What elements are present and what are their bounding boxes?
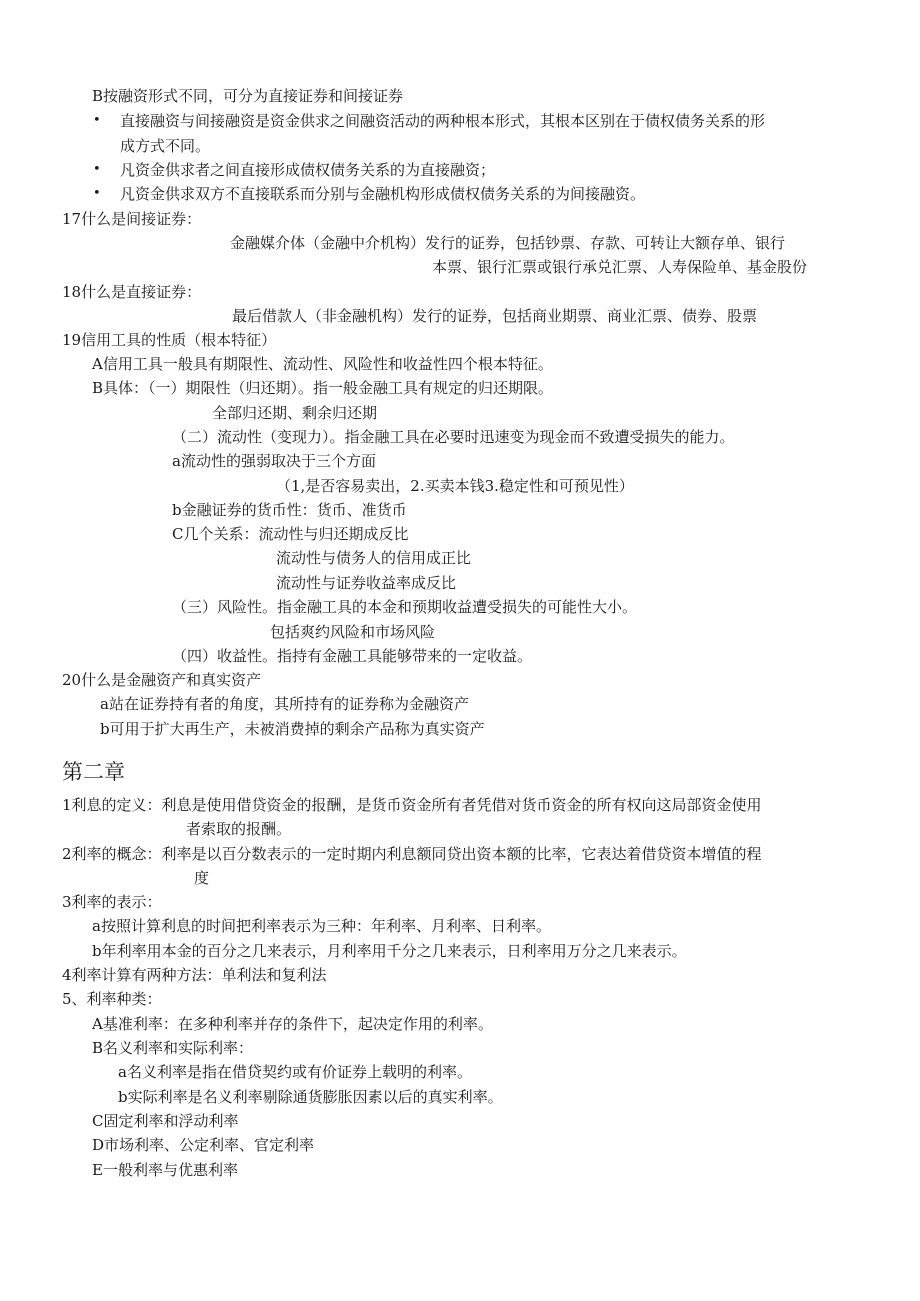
text-line: D市场利率、公定利率、官定利率 bbox=[92, 1136, 315, 1154]
section-heading: 5、利率种类： bbox=[62, 990, 162, 1008]
section-heading: 20什么是金融资产和真实资产 bbox=[62, 671, 262, 689]
text-line: 1利息的定义：利息是使用借贷资金的报酬，是货币资金所有者凭借对货币资金的所有权向这局部资金使用 bbox=[62, 796, 762, 814]
bullet-icon: • bbox=[93, 113, 101, 128]
text-line: B名义利率和实际利率： bbox=[92, 1039, 254, 1057]
text-line: 凡资金供求双方不直接联系而分别与金融机构形成债权债务关系的为间接融资。 bbox=[120, 185, 646, 203]
text-line: b实际利率是名义利率剔除通货膨胀因素以后的真实利率。 bbox=[118, 1088, 503, 1106]
text-line: a名义利率是指在借贷契约或有价证券上载明的利率。 bbox=[118, 1063, 472, 1081]
section-heading: 4利率计算有两种方法：单利法和复利法 bbox=[62, 966, 327, 984]
text-line: b金融证券的货币性：货币、准货币 bbox=[172, 501, 407, 519]
section-heading: 17什么是间接证券： bbox=[62, 210, 202, 228]
text-line: B具体：（一）期限性（归还期）。指一般金融工具有规定的归还期限。 bbox=[92, 379, 554, 397]
text-line: 流动性与债务人的信用成正比 bbox=[276, 549, 472, 567]
text-line: 全部归还期、剩余归还期 bbox=[212, 404, 378, 422]
text-line: 者索取的报酬。 bbox=[186, 820, 292, 838]
text-line: 流动性与证券收益率成反比 bbox=[276, 574, 457, 592]
section-heading: 3利率的表示： bbox=[62, 893, 162, 911]
text-line: b可用于扩大再生产，未被消费掉的剩余产品称为真实资产 bbox=[100, 720, 485, 738]
text-line: 凡资金供求者之间直接形成债权债务关系的为直接融资； bbox=[120, 161, 496, 179]
text-line: 金融媒介体（金融中介机构）发行的证券，包括钞票、存款、可转让大额存单、银行 bbox=[230, 234, 786, 252]
text-line: 直接融资与间接融资是资金供求之间融资活动的两种根本形式，其根本区别在于债权债务关系的形 bbox=[120, 112, 766, 130]
text-line: a站在证券持有者的角度，其所持有的证券称为金融资产 bbox=[100, 695, 469, 713]
text-line: C固定利率和浮动利率 bbox=[92, 1112, 239, 1130]
text-line: （二）流动性（变现力）。指金融工具在必要时迅速变为现金而不致遭受损失的能力。 bbox=[172, 428, 735, 446]
text-line: 成方式不同。 bbox=[120, 137, 211, 155]
text-line: C几个关系：流动性与归还期成反比 bbox=[172, 525, 409, 543]
text-line: A基准利率：在多种利率并存的条件下，起决定作用的利率。 bbox=[92, 1015, 493, 1033]
section-heading: 19信用工具的性质（根本特征） bbox=[62, 331, 277, 349]
bullet-icon: • bbox=[93, 162, 101, 177]
section-heading: 18什么是直接证券： bbox=[62, 283, 202, 301]
text-line: 本票、银行汇票或银行承兑汇票、人寿保险单、基金股份 bbox=[432, 258, 808, 276]
text-line: a流动性的强弱取决于三个方面 bbox=[172, 452, 376, 470]
text-line: a按照计算利息的时间把利率表示为三种：年利率、月利率、日利率。 bbox=[92, 917, 551, 935]
text-line: （三）风险性。指金融工具的本金和预期收益遭受损失的可能性大小。 bbox=[172, 598, 638, 616]
text-line: A信用工具一般具有期限性、流动性、风险性和收益性四个根本特征。 bbox=[92, 355, 553, 373]
chapter-title: 第二章 bbox=[62, 760, 125, 784]
text-line: E一般利率与优惠利率 bbox=[92, 1161, 238, 1179]
text-line: B按融资形式不同，可分为直接证券和间接证券 bbox=[92, 87, 404, 105]
text-line: 2利率的概念：利率是以百分数表示的一定时期内利息额同贷出资本额的比率，它表达着借贷资本增值的程 bbox=[62, 845, 762, 863]
text-line: b年利率用本金的百分之几来表示，月利率用千分之几来表示，日利率用万分之几来表示。 bbox=[92, 942, 687, 960]
text-line: 最后借款人（非金融机构）发行的证券，包括商业期票、商业汇票、债券、股票 bbox=[232, 307, 758, 325]
text-line: （1,是否容易卖出，2.买卖本钱3.稳定性和可预见性） bbox=[276, 477, 634, 495]
text-line: 包括爽约风险和市场风险 bbox=[270, 623, 436, 641]
text-line: 度 bbox=[194, 869, 210, 887]
text-line: （四）收益性。指持有金融工具能够带来的一定收益。 bbox=[172, 647, 533, 665]
bullet-icon: • bbox=[93, 186, 101, 201]
